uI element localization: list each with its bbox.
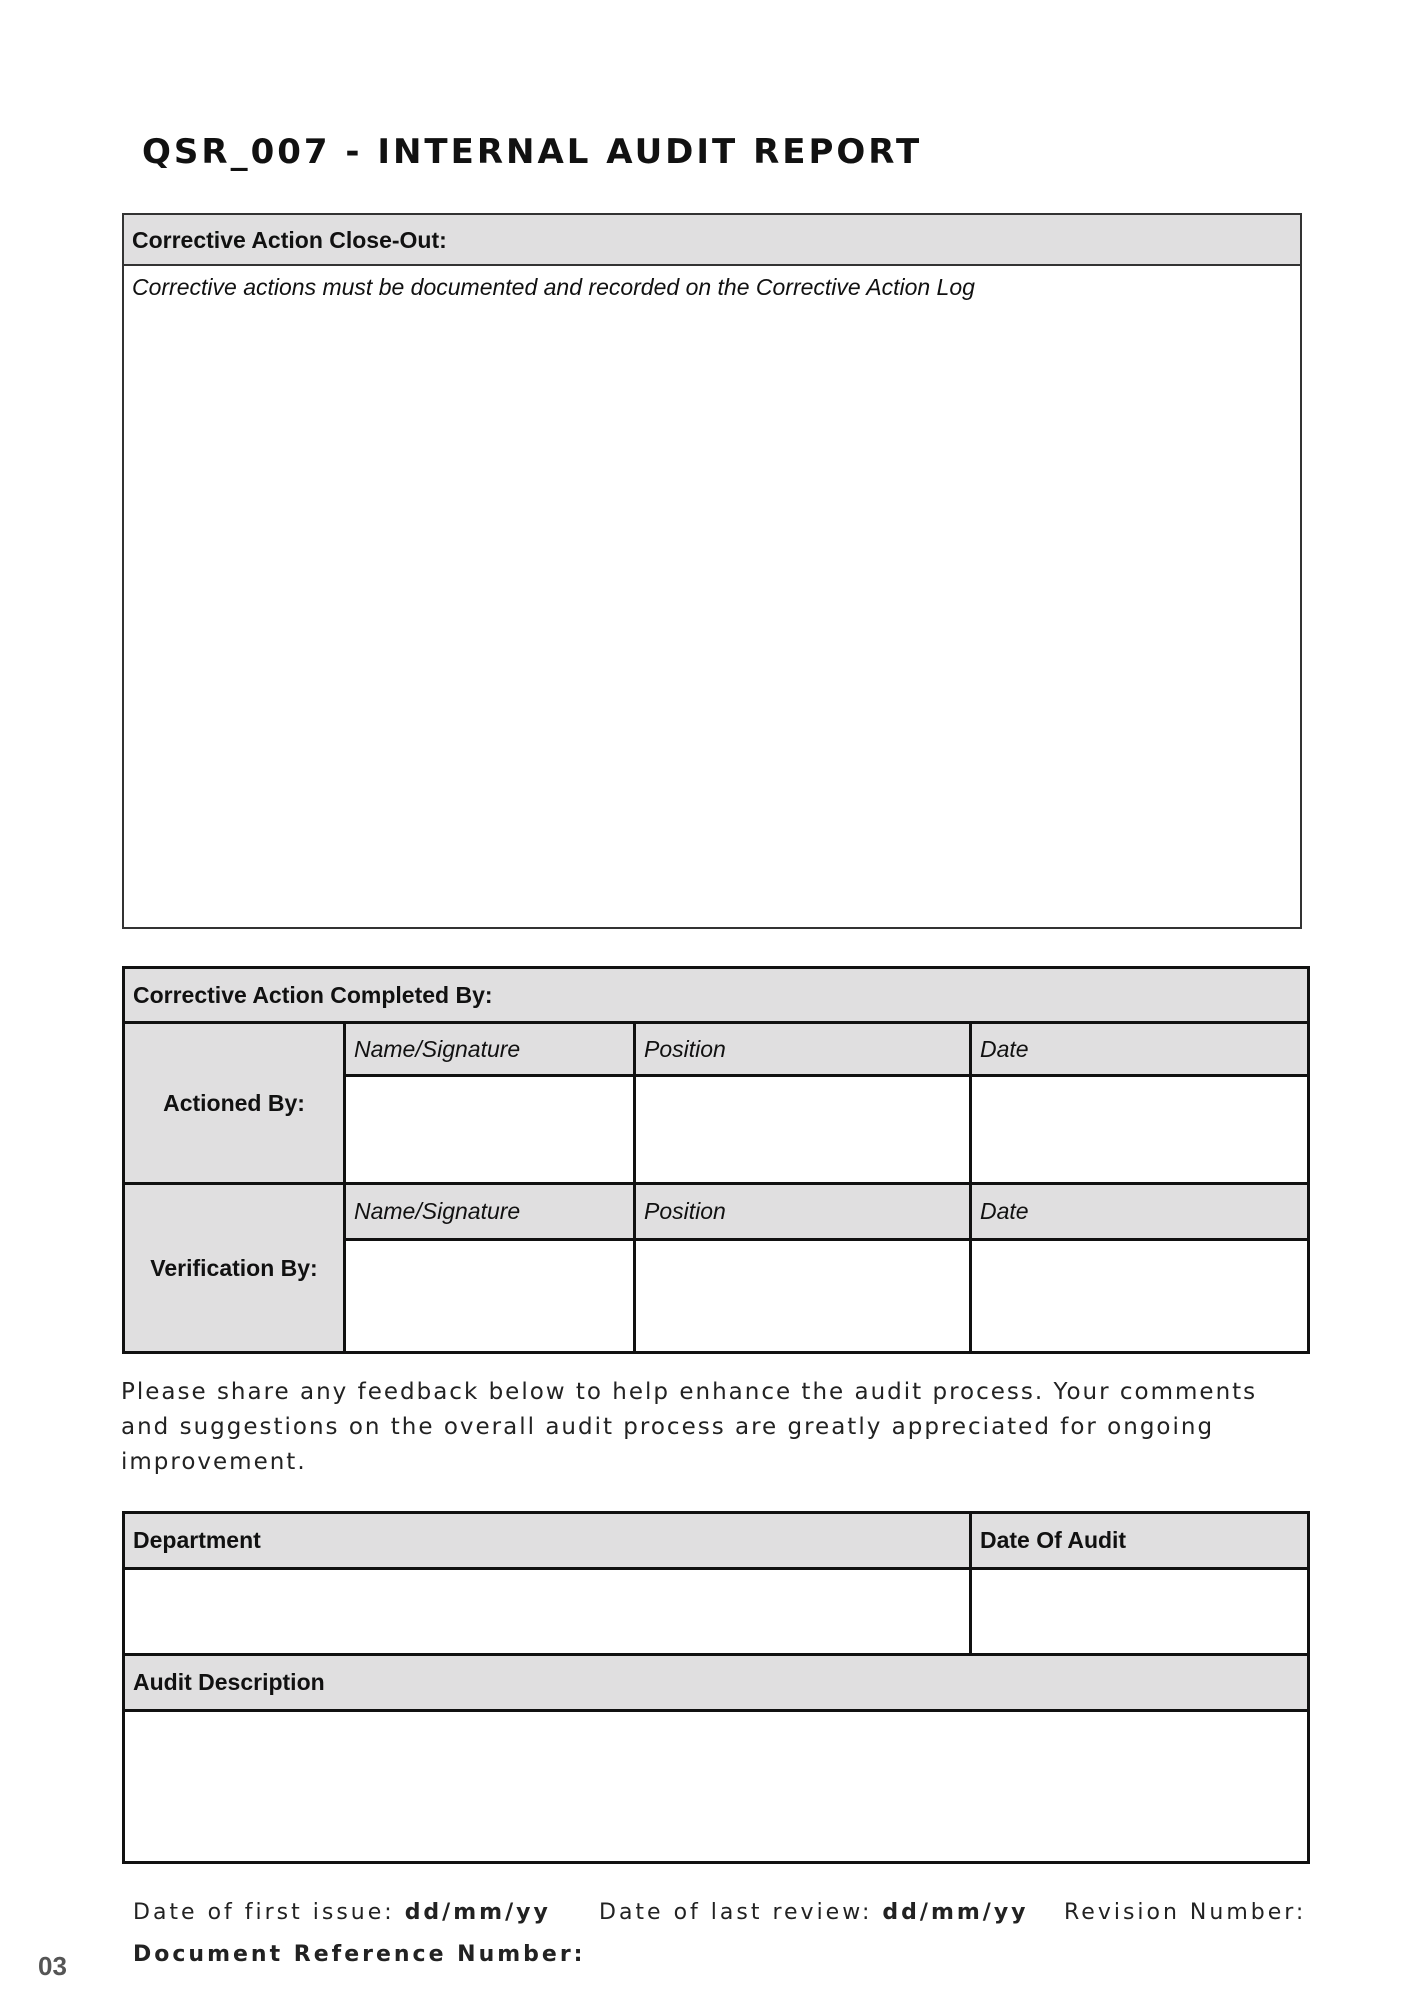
page-number: 03 [38,1951,67,1981]
first-issue-label: Date of first issue: [133,1900,395,1925]
revision-label: Revision Number: [1064,1900,1307,1925]
last-review-label: Date of last review: [599,1900,873,1925]
actioned-by-label: Actioned By: [124,1023,345,1184]
verification-position-field[interactable] [635,1240,971,1353]
last-review-value: dd/mm/yy [882,1900,1029,1925]
page-title: QSR_007 - INTERNAL AUDIT REPORT [142,132,923,172]
feedback-instructions: Please share any feedback below to help enhance the audit process. Your comments and suggestions on the overall audit process are greatly appreciated for ongoing improvement. [121,1379,1258,1475]
date-of-audit-field[interactable] [971,1569,1309,1655]
closeout-note: Corrective actions must be documented and recorded on the Corrective Action Log [132,274,975,300]
revision-number [1064,1900,1306,1925]
actioned-date-header: Date [971,1023,1309,1076]
completed-by-header: Corrective Action Completed By: [124,968,1309,1023]
actioned-name-field[interactable] [345,1076,635,1184]
audit-description-header: Audit Description [124,1655,1309,1711]
corrective-action-closeout-box [122,213,1302,929]
doc-ref-label: Document Reference Number: [133,1942,586,1967]
first-issue-value: dd/mm/yy [404,1900,551,1925]
last-review [599,1900,1029,1925]
verification-name-header: Name/Signature [345,1184,635,1240]
actioned-date-field[interactable] [971,1076,1309,1184]
verification-name-field[interactable] [345,1240,635,1353]
first-issue [133,1900,551,1925]
verification-by-label: Verification By: [124,1184,345,1353]
department-field[interactable] [124,1569,971,1655]
verification-date-field[interactable] [971,1240,1309,1353]
feedback-table [122,1511,1310,1864]
actioned-position-header: Position [635,1023,971,1076]
date-of-audit-header: Date Of Audit [971,1513,1309,1569]
verification-date-header: Date [971,1184,1309,1240]
actioned-position-field[interactable] [635,1076,971,1184]
audit-description-field[interactable] [124,1711,1309,1863]
verification-position-header: Position [635,1184,971,1240]
completed-by-table [122,966,1310,1354]
document-reference [133,1942,585,1967]
department-header: Department [124,1513,971,1569]
closeout-header: Corrective Action Close-Out: [124,215,1300,266]
actioned-name-header: Name/Signature [345,1023,635,1076]
